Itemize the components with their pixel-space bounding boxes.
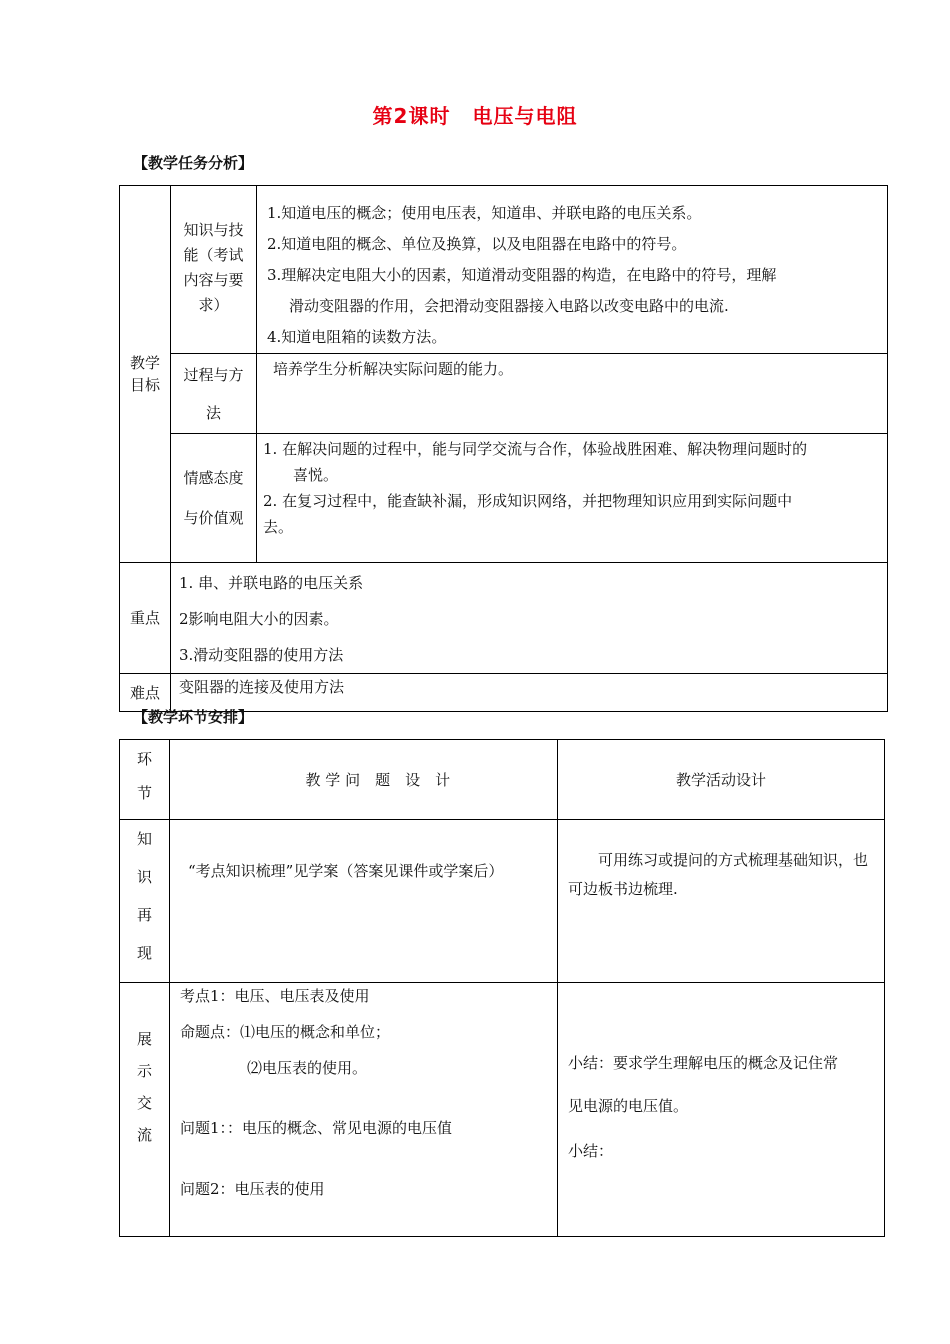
exam-point: 考点1：电压、电压表及使用 <box>180 987 370 1005</box>
exchange-label-line: 交 <box>136 1094 152 1112</box>
review-label-line: 识 <box>136 868 152 886</box>
process-content: 培养学生分析解决实际问题的能力。 <box>273 360 514 378</box>
proposition-point: 命题点：⑴电压的概念和单位； <box>180 1023 391 1041</box>
section-task-analysis: 【教学任务分析】 <box>133 154 254 172</box>
question-1: 问题1：：电压的概念、常见电源的电压值 <box>180 1119 453 1137</box>
exchange-label-line: 示 <box>136 1062 152 1080</box>
header-activity: 教学活动设计 <box>675 770 766 789</box>
section-teaching-steps: 【教学环节安排】 <box>133 708 254 726</box>
difficult-content: 变阻器的连接及使用方法 <box>179 678 345 696</box>
review-design: “考点知识梳理”见学案（答案见课件或学案后） <box>188 862 504 880</box>
teaching-steps-table <box>119 739 885 1237</box>
knowledge-label-line: 能（考试 <box>183 246 244 264</box>
process-content-cell <box>257 354 888 434</box>
header-step-line: 环 <box>136 750 152 768</box>
title-topic: 电压与电阻 <box>472 104 578 128</box>
process-label-line: 法 <box>205 404 221 422</box>
key-label: 重点 <box>129 609 160 627</box>
goal-label-line: 教学 <box>129 354 160 372</box>
summary-1-cont: 见电源的电压值。 <box>568 1097 689 1115</box>
knowledge-item: 2.知道电阻的概念、单位及换算，以及电阻器在电路中的符号。 <box>267 235 687 253</box>
difficult-content-cell <box>171 674 888 712</box>
review-design-cell <box>170 820 558 983</box>
knowledge-label-cell <box>171 186 257 354</box>
knowledge-content-cell <box>257 186 888 354</box>
proposition-point-2: ⑵电压表的使用。 <box>247 1059 368 1077</box>
exchange-activity-cell <box>558 983 885 1237</box>
emotion-item: 2. 在复习过程中，能查缺补漏，形成知识网络，并把物理知识应用到实际问题中 <box>263 492 793 510</box>
emotion-label-line: 情感态度 <box>183 469 244 487</box>
emotion-label-line: 与价值观 <box>183 509 244 527</box>
header-step-cell <box>120 740 170 820</box>
knowledge-label-line: 内容与要 <box>183 271 244 289</box>
key-label-cell <box>120 563 171 674</box>
review-label-cell <box>120 820 170 983</box>
goal-label-cell <box>120 186 171 563</box>
review-activity: 可用练习或提问的方式梳理基础知识，也可边板书边梳理. <box>568 851 869 898</box>
key-item: 1. 串、并联电路的电压关系 <box>179 574 364 592</box>
exchange-label-cell <box>120 983 170 1237</box>
process-label-cell <box>171 354 257 434</box>
knowledge-item: 4.知道电阻箱的读数方法。 <box>267 328 447 346</box>
header-design: 教 学 问 题 设 计 <box>305 770 451 789</box>
task-analysis-table <box>119 185 888 712</box>
knowledge-item: 1.知道电压的概念；使用电压表，知道串、并联电路的电压关系。 <box>267 204 702 222</box>
title-lesson: 第2课时 <box>372 104 451 128</box>
header-design-cell <box>170 740 558 820</box>
difficult-label: 难点 <box>129 683 160 702</box>
knowledge-label-line: 求） <box>198 296 229 314</box>
exchange-design-cell <box>170 983 558 1237</box>
knowledge-label-line: 知识与技 <box>183 221 244 239</box>
emotion-item-cont: 去。 <box>263 518 294 536</box>
header-activity-cell <box>558 740 885 820</box>
key-item: 3.滑动变阻器的使用方法 <box>179 646 344 664</box>
summary-1: 小结：要求学生理解电压的概念及记住常 <box>568 1054 839 1072</box>
review-label-line: 知 <box>136 830 152 848</box>
emotion-content-cell <box>257 434 888 563</box>
exchange-label-line: 展 <box>136 1030 152 1048</box>
exchange-label-line: 流 <box>136 1126 152 1144</box>
emotion-item-cont: 喜悦。 <box>293 466 339 484</box>
knowledge-item: 3.理解决定电阻大小的因素，知道滑动变阻器的构造，在电路中的符号，理解 <box>267 266 777 284</box>
summary-2: 小结： <box>568 1142 614 1160</box>
review-activity-cell <box>558 820 885 983</box>
page-title <box>0 100 950 129</box>
header-step-line: 节 <box>136 784 152 802</box>
review-label-line: 现 <box>136 944 152 962</box>
question-2: 问题2：电压表的使用 <box>180 1180 325 1198</box>
emotion-item: 1. 在解决问题的过程中，能与同学交流与合作，体验战胜困难、解决物理问题时的 <box>263 440 808 458</box>
knowledge-item: 滑动变阻器的作用，会把滑动变阻器接入电路以改变电路中的电流. <box>289 297 729 315</box>
process-label-line: 过程与方 <box>183 366 244 384</box>
key-content-cell <box>171 563 888 674</box>
review-label-line: 再 <box>136 906 152 924</box>
goal-label-line: 目标 <box>129 376 160 394</box>
emotion-label-cell <box>171 434 257 563</box>
key-item: 2影响电阻大小的因素。 <box>179 610 339 628</box>
